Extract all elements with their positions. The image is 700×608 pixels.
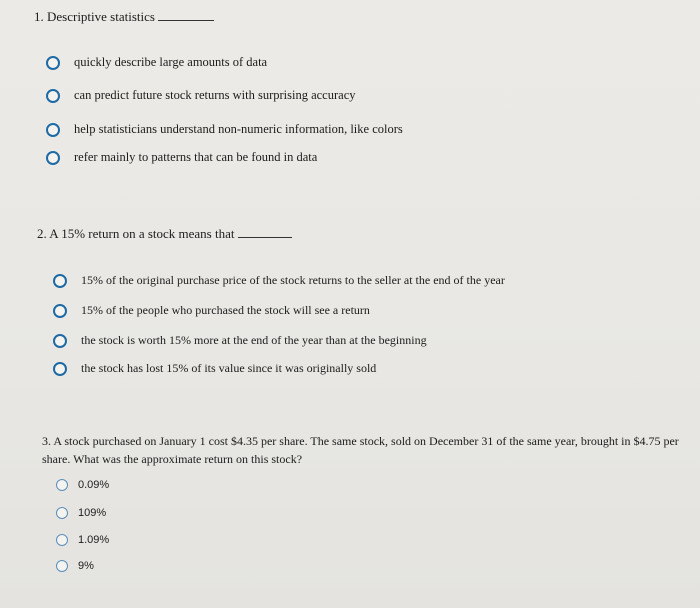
option-label: 109% (78, 507, 107, 519)
answer-blank (158, 20, 214, 21)
option-label: refer mainly to patterns that can be found in data (74, 150, 318, 164)
question-2 (37, 225, 292, 243)
question-1-option-4[interactable] (46, 150, 317, 165)
radio-button-icon[interactable] (56, 560, 68, 572)
option-label: 15% of the original purchase price of the stock returns to the seller at the end of the year (81, 273, 505, 287)
radio-button-icon[interactable] (53, 334, 67, 348)
question-2-option-1[interactable] (53, 273, 505, 288)
radio-button-icon[interactable] (46, 56, 60, 70)
radio-button-icon[interactable] (46, 89, 60, 103)
question-2-option-4[interactable] (53, 361, 376, 376)
question-3 (42, 432, 682, 468)
radio-button-icon[interactable] (56, 534, 68, 546)
question-1-text: 1. Descriptive statistics (34, 9, 155, 24)
question-3-option-4[interactable] (56, 560, 94, 572)
question-1-option-2[interactable] (46, 88, 356, 103)
option-label: 15% of the people who purchased the stock will see a return (81, 303, 370, 317)
option-label: 1.09% (78, 534, 110, 546)
radio-button-icon[interactable] (46, 123, 60, 137)
question-3-text: 3. A stock purchased on January 1 cost $4.35 per share. The same stock, sold on December 31 of the same year, brought in $4.75 per share. What was the approximate return on this stock? (42, 434, 679, 466)
question-1-option-1[interactable] (46, 55, 267, 70)
question-3-option-1[interactable] (56, 479, 109, 491)
option-label: help statisticians understand non-numeric information, like colors (74, 122, 403, 136)
radio-button-icon[interactable] (56, 479, 68, 491)
option-label: 9% (78, 560, 94, 572)
question-1 (34, 8, 214, 26)
question-3-option-3[interactable] (56, 534, 109, 546)
radio-button-icon[interactable] (53, 362, 67, 376)
option-label: the stock is worth 15% more at the end of the year than at the beginning (81, 333, 427, 347)
option-label: the stock has lost 15% of its value since it was originally sold (81, 361, 377, 375)
question-2-option-2[interactable] (53, 303, 370, 318)
radio-button-icon[interactable] (46, 151, 60, 165)
radio-button-icon[interactable] (53, 274, 67, 288)
radio-button-icon[interactable] (56, 507, 68, 519)
question-1-option-3[interactable] (46, 122, 403, 137)
question-2-option-3[interactable] (53, 333, 427, 348)
answer-blank (238, 237, 292, 238)
option-label: can predict future stock returns with surprising accuracy (74, 88, 356, 102)
option-label: quickly describe large amounts of data (74, 55, 268, 69)
radio-button-icon[interactable] (53, 304, 67, 318)
question-3-option-2[interactable] (56, 507, 106, 519)
question-2-text: 2. A 15% return on a stock means that (37, 226, 235, 241)
option-label: 0.09% (78, 479, 110, 491)
